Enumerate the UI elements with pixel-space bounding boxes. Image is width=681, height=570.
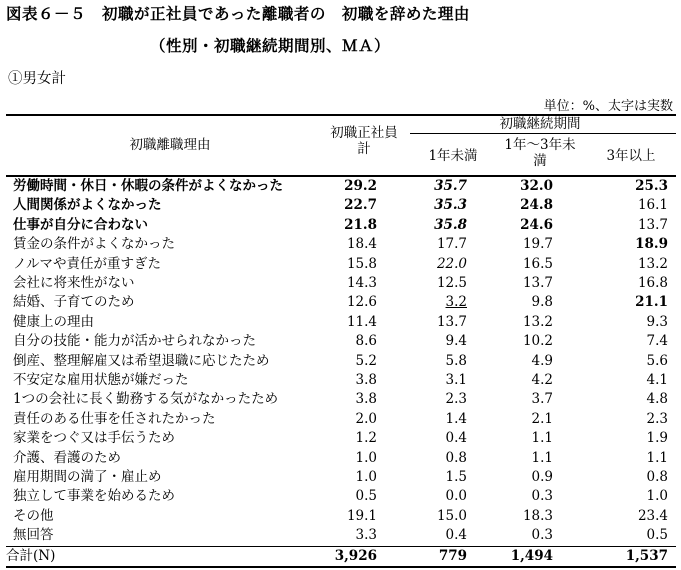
row-reason: 独立して事業を始めるため [13, 488, 175, 505]
row-total-value: 18.4 [346, 236, 377, 253]
row-total-value: 3,926 [334, 548, 377, 564]
row-total-value: 0.5 [355, 488, 377, 505]
table-row [0, 526, 681, 545]
row-under-1yr-value: 3.1 [445, 372, 467, 388]
table-row [0, 293, 681, 312]
row-over-3yr-value: 7.4 [646, 333, 668, 350]
row-total-value: 15.8 [346, 255, 377, 272]
table-row [0, 352, 681, 371]
table-row [0, 216, 681, 235]
row-over-3yr-value: 1,537 [625, 548, 668, 564]
table-row [0, 390, 681, 409]
row-reason: 賃金の条件がよくなかった [13, 236, 175, 253]
header-total: 初職正社員計 [330, 125, 398, 157]
row-1to3yr-value: 0.3 [531, 488, 553, 505]
table-row [0, 371, 681, 390]
row-under-1yr-value: 1.5 [445, 469, 467, 485]
row-reason: 結婚、子育てのため [13, 294, 135, 311]
table-row [0, 177, 681, 196]
row-reason: 健康上の理由 [13, 313, 94, 330]
row-total-value: 22.7 [344, 197, 377, 214]
row-total-value: 21.8 [344, 216, 377, 233]
row-under-1yr-value: 3.2 [445, 294, 467, 311]
row-1to3yr-value: 0.9 [531, 469, 553, 485]
table-row [0, 313, 681, 332]
row-total-value: 1.0 [355, 469, 377, 485]
row-over-3yr-value: 1.9 [646, 430, 668, 447]
row-total-value: 29.2 [344, 178, 377, 194]
row-reason: 責任のある仕事を任されたかった [13, 410, 216, 427]
row-over-3yr-value: 13.7 [637, 216, 668, 233]
row-over-3yr-value: 0.5 [646, 527, 668, 544]
row-total-value: 2.0 [355, 410, 377, 427]
row-over-3yr-value: 16.1 [637, 197, 668, 214]
table-title-line1: 図表６－５ 初職が正社員であった離職者の 初職を辞めた理由 [6, 5, 470, 23]
row-total-value: 19.1 [346, 507, 377, 524]
row-under-1yr-value: 35.8 [434, 216, 467, 233]
row-total-value: 11.4 [346, 313, 377, 330]
row-reason: 会社に将来性がない [13, 275, 135, 291]
row-under-1yr-value: 35.7 [434, 178, 467, 194]
row-reason: 倒産、整理解雇又は希望退職に応じたため [13, 352, 270, 369]
total-row-top-rule [6, 546, 676, 547]
row-over-3yr-value: 2.3 [646, 410, 668, 427]
row-1to3yr-value: 2.1 [531, 410, 553, 427]
header-duration-group: 初職継続期間 [499, 116, 581, 132]
row-1to3yr-value: 13.2 [522, 313, 553, 330]
row-1to3yr-value: 9.8 [531, 294, 553, 311]
row-under-1yr-value: 0.4 [445, 527, 467, 544]
table-row [0, 410, 681, 429]
row-total-value: 5.2 [355, 352, 377, 369]
row-1to3yr-value: 13.7 [522, 275, 553, 291]
table-row [0, 429, 681, 448]
row-under-1yr-value: 5.8 [445, 352, 467, 369]
table-row [0, 468, 681, 487]
row-reason: 労働時間・休日・休暇の条件がよくなかった [13, 178, 283, 194]
row-total-value: 1.2 [355, 430, 377, 447]
row-1to3yr-value: 1.1 [531, 449, 553, 466]
table-row [0, 487, 681, 506]
row-under-1yr-value: 2.3 [445, 391, 467, 408]
row-under-1yr-value: 22.0 [436, 255, 467, 272]
row-reason: 1つの会社に長く勤務する気がなかったため [13, 391, 279, 408]
row-reason: 介護、看護のため [13, 449, 121, 466]
row-under-1yr-value: 13.7 [436, 313, 467, 330]
row-reason: 仕事が自分に合わない [13, 216, 148, 233]
row-total-value: 8.6 [355, 333, 377, 350]
row-under-1yr-value: 1.4 [445, 410, 467, 427]
table-row [0, 235, 681, 254]
row-reason: 雇用期間の満了・雇止め [13, 469, 162, 485]
row-1to3yr-value: 4.9 [531, 352, 553, 369]
table-row [0, 449, 681, 468]
row-reason: 家業をつぐ又は手伝うため [13, 430, 175, 447]
row-under-1yr-value: 9.4 [445, 333, 467, 350]
row-under-1yr-value: 0.0 [445, 488, 467, 505]
table-row [0, 547, 681, 566]
table-row [0, 274, 681, 293]
row-under-1yr-value: 35.3 [434, 197, 467, 214]
row-1to3yr-value: 32.0 [520, 178, 553, 194]
table-row [0, 332, 681, 351]
row-over-3yr-value: 4.8 [646, 391, 668, 408]
row-under-1yr-value: 779 [438, 548, 467, 564]
header-under-1yr: 1年未満 [428, 148, 478, 164]
row-over-3yr-value: 9.3 [646, 313, 668, 330]
row-over-3yr-value: 16.8 [637, 275, 668, 291]
row-reason: 合計(N) [6, 548, 56, 564]
row-1to3yr-value: 10.2 [522, 333, 553, 350]
row-total-value: 3.3 [355, 527, 377, 544]
row-total-value: 14.3 [346, 275, 377, 291]
row-under-1yr-value: 17.7 [436, 236, 467, 253]
row-under-1yr-value: 12.5 [436, 275, 467, 291]
row-total-value: 12.6 [346, 294, 377, 311]
row-total-value: 1.0 [355, 449, 377, 466]
row-reason: 無回答 [13, 527, 54, 544]
row-1to3yr-value: 24.6 [520, 216, 553, 233]
table-row [0, 196, 681, 215]
row-over-3yr-value: 0.8 [646, 469, 668, 485]
row-reason: 自分の技能・能力が活かせられなかった [13, 333, 256, 350]
header-over-3yr: 3年以上 [606, 148, 656, 164]
row-1to3yr-value: 0.3 [531, 527, 553, 544]
row-total-value: 3.8 [355, 372, 377, 388]
row-over-3yr-value: 13.2 [637, 255, 668, 272]
row-reason: ノルマや責任が重すぎた [13, 255, 161, 272]
row-1to3yr-value: 18.3 [522, 507, 553, 524]
row-1to3yr-value: 4.2 [531, 372, 553, 388]
row-reason: 不安定な雇用状態が嫌だった [13, 372, 189, 388]
row-1to3yr-value: 1,494 [510, 548, 553, 564]
table-row [0, 255, 681, 274]
row-over-3yr-value: 1.1 [646, 449, 668, 466]
row-1to3yr-value: 1.1 [531, 430, 553, 447]
row-1to3yr-value: 19.7 [522, 236, 553, 253]
unit-note: 単位：%、太字は実数 [543, 99, 673, 114]
header-1to3yr: 1年～3年未満 [504, 137, 576, 169]
row-reason: 人間関係がよくなかった [13, 197, 162, 214]
row-under-1yr-value: 0.4 [445, 430, 467, 447]
row-over-3yr-value: 18.9 [635, 236, 668, 253]
row-over-3yr-value: 21.1 [635, 294, 668, 311]
row-over-3yr-value: 1.0 [646, 488, 668, 505]
row-over-3yr-value: 5.6 [646, 352, 668, 369]
table-bottom-rule [6, 566, 676, 568]
group-header-rule [410, 133, 676, 134]
row-1to3yr-value: 16.5 [522, 255, 553, 272]
row-reason: その他 [13, 507, 54, 524]
row-over-3yr-value: 4.1 [646, 372, 668, 388]
row-total-value: 3.8 [355, 391, 377, 408]
row-over-3yr-value: 25.3 [635, 178, 668, 194]
row-under-1yr-value: 0.8 [445, 449, 467, 466]
row-1to3yr-value: 24.8 [520, 197, 553, 214]
row-over-3yr-value: 23.4 [637, 507, 668, 524]
header-reason: 初職離職理由 [129, 137, 211, 153]
table-title-line2: （性別・初職継続期間別、ＭＡ） [150, 37, 391, 55]
row-1to3yr-value: 3.7 [531, 391, 553, 408]
section-label: ①男女計 [8, 71, 66, 87]
row-under-1yr-value: 15.0 [436, 507, 467, 524]
table-row [0, 507, 681, 526]
